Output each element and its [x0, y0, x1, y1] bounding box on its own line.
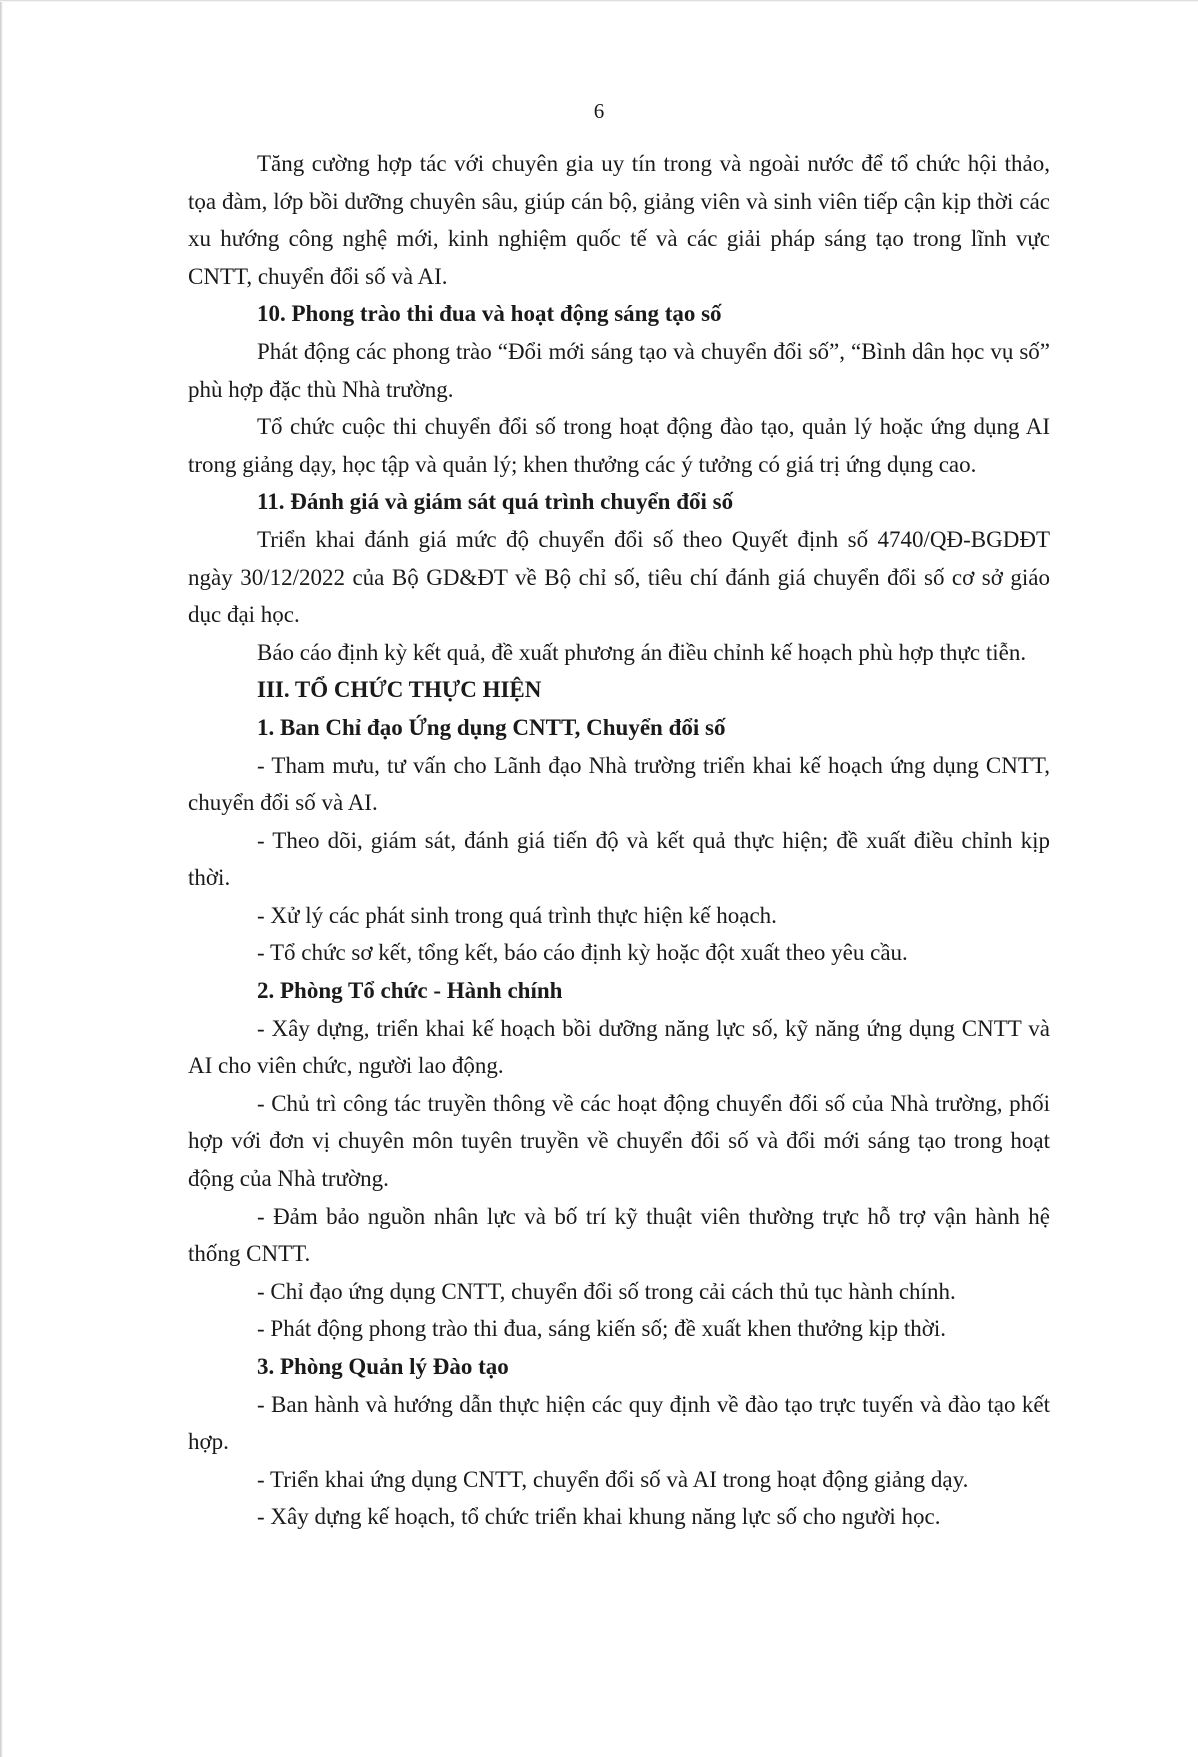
bullet-admin-reform: - Chỉ đạo ứng dụng CNTT, chuyển đổi số trong cải cách thủ tục hành chính.	[257, 1278, 956, 1304]
paragraph-organize-contest: Tổ chức cuộc thi chuyển đổi số trong hoạt động đào tạo, quản lý hoặc ứng dụng AI trong giảng dạy, học tập và quản lý; khen thưởng các ý tưởng có giá trị ứng dụng cao.	[188, 414, 1050, 477]
paragraph-periodic-report: Báo cáo định kỳ kết quả, đề xuất phương án điều chỉnh kế hoạch phù hợp thực tiễn.	[257, 639, 1027, 665]
paragraph-launch-movements: Phát động các phong trào “Đổi mới sáng tạo và chuyển đổi số”, “Bình dân học vụ số” phù hợp đặc thù Nhà trường.	[188, 338, 1050, 402]
page-number: 6	[593, 99, 605, 123]
section-heading-implementation: III. TỔ CHỨC THỰC HIỆN	[257, 677, 542, 703]
heading-1-steering-committee: 1. Ban Chỉ đạo Ứng dụng CNTT, Chuyển đổi số	[257, 714, 726, 740]
bullet-advise-leadership: - Tham mưu, tư vấn cho Lãnh đạo Nhà trường triển khai kế hoạch ứng dụng CNTT, chuyển đổi số và AI.	[188, 752, 1050, 816]
heading-11-evaluation: 11. Đánh giá và giám sát quá trình chuyển đổi số	[257, 489, 734, 515]
bullet-communication: - Chủ trì công tác truyền thông về các hoạt động chuyển đổi số của Nhà trường, phối hợp với đơn vị chuyên môn tuyên truyền về chuyển đổi số và đổi mới sáng tạo trong hoạt động của Nhà trường.	[188, 1090, 1050, 1192]
bullet-monitor-progress: - Theo dõi, giám sát, đánh giá tiến độ và kết quả thực hiện; đề xuất điều chỉnh kịp thời.	[188, 827, 1050, 891]
paragraph-evaluation-decision: Triển khai đánh giá mức độ chuyển đổi số theo Quyết định số 4740/QĐ-BGDĐT ngày 30/12/2022 của Bộ GD&ĐT về Bộ chỉ số, tiêu chí đánh giá chuyển đổi số cơ sở giáo dục đại học.	[188, 526, 1050, 628]
bullet-deploy-it-ai: - Triển khai ứng dụng CNTT, chuyển đổi số và AI trong hoạt động giảng dạy.	[257, 1466, 969, 1492]
heading-10-emulation-movement: 10. Phong trào thi đua và hoạt động sáng tạo số	[257, 301, 722, 327]
bullet-handle-issues: - Xử lý các phát sinh trong quá trình thực hiện kế hoạch.	[257, 902, 777, 928]
bullet-digital-competency: - Xây dựng kế hoạch, tổ chức triển khai khung năng lực số cho người học.	[257, 1504, 941, 1530]
bullet-launch-emulation: - Phát động phong trào thi đua, sáng kiến số; đề xuất khen thưởng kịp thời.	[257, 1316, 947, 1342]
bullet-build-training-plan: - Xây dựng, triển khai kế hoạch bồi dưỡng năng lực số, kỹ năng ứng dụng CNTT và AI cho viên chức, người lao động.	[188, 1015, 1050, 1079]
paragraph-cooperation: Tăng cường hợp tác với chuyên gia uy tín trong và ngoài nước để tổ chức hội thảo, tọa đàm, lớp bồi dưỡng chuyên sâu, giúp cán bộ, giảng viên và sinh viên tiếp cận kịp thời các xu hướng công nghệ mới, kinh nghiệm quốc tế và các giải pháp sáng tạo trong lĩnh vực CNTT, chuyển đổi số và AI.	[188, 151, 1050, 289]
bullet-issue-regulations: - Ban hành và hướng dẫn thực hiện các quy định về đào tạo trực tuyến và đào tạo kết hợp.	[188, 1391, 1050, 1455]
document-body	[188, 145, 1050, 1536]
bullet-human-resources: - Đảm bảo nguồn nhân lực và bố trí kỹ thuật viên thường trực hỗ trợ vận hành hệ thống CNTT.	[188, 1203, 1050, 1267]
scan-edge-top	[0, 0, 1198, 2]
heading-2-admin-office: 2. Phòng Tổ chức - Hành chính	[257, 978, 563, 1004]
scan-edge-left	[0, 0, 3, 1757]
heading-3-training-office: 3. Phòng Quản lý Đào tạo	[257, 1354, 509, 1379]
bullet-organize-review: - Tổ chức sơ kết, tổng kết, báo cáo định kỳ hoặc đột xuất theo yêu cầu.	[257, 940, 908, 966]
